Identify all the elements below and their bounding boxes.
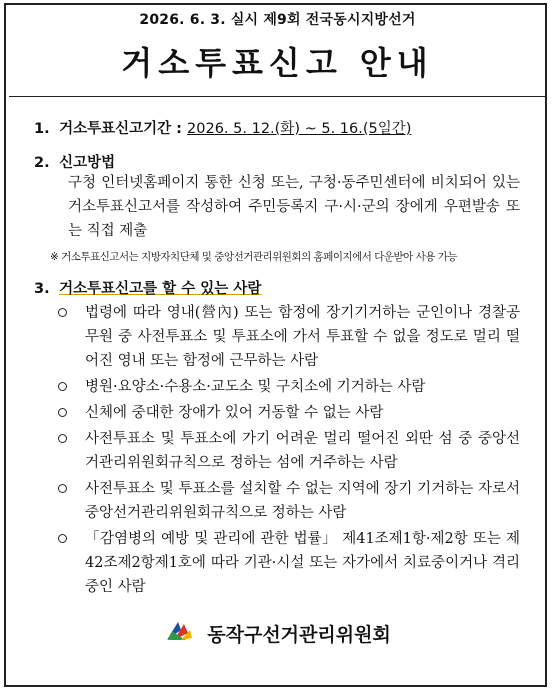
list-item	[58, 527, 520, 599]
circle-bullet-icon	[58, 484, 67, 493]
election-line: 2026. 6. 3. 실시 제9회 전국동시지방선거	[139, 12, 416, 28]
section-method	[34, 151, 115, 172]
list-item	[58, 427, 520, 475]
section-period	[34, 117, 411, 138]
circle-bullet-icon	[58, 534, 67, 543]
list-item-text: 병원·요양소·수용소·교도소 및 구치소에 기거하는 사람	[85, 379, 426, 395]
circle-bullet-icon	[58, 382, 67, 391]
list-item	[58, 301, 520, 373]
circle-bullet-icon	[58, 408, 67, 417]
method-label: 신고방법	[59, 155, 116, 171]
list-item-text: 법령에 따라 영내(營內) 또는 함정에 장기기거하는 군인이나 경찰공무원 중 사전투표소 및 투표소에 가서 투표할 수 없을 정도로 멀리 떨어진 영내 또는 함정에 근무하는 사람	[85, 305, 520, 369]
footer	[0, 618, 555, 648]
eligible-label: 거소투표신고를 할 수 있는 사람	[59, 281, 262, 297]
eligible-list	[58, 301, 520, 601]
period-label: 거소투표신고기간 :	[59, 121, 182, 137]
section-number: 2.	[34, 155, 50, 171]
organization-name: 동작구선거관리위원회	[207, 623, 391, 646]
list-item	[58, 401, 520, 425]
page-title: 거소투표신고 안내	[121, 44, 434, 82]
method-body: 구청 인터넷홈페이지 통한 신청 또는, 구청·동주민센터에 비치되어 있는 거소투표신고서를 작성하여 주민등록지 구·시·군의 장에게 우편발송 또는 직접 제출	[68, 175, 520, 239]
list-item-text: 신체에 중대한 장애가 있어 거동할 수 없는 사람	[85, 405, 384, 421]
list-item-text: 사전투표소 및 투표소에 가기 어려운 멀리 떨어진 외딴 섬 중 중앙선거관리위원회규칙으로 정하는 섬에 거주하는 사람	[85, 431, 520, 471]
section-eligible	[34, 277, 261, 298]
list-item	[58, 375, 520, 399]
period-value: 2026. 5. 12.(화) ~ 5. 16.(5일간)	[187, 121, 412, 137]
title-divider	[9, 96, 546, 97]
circle-bullet-icon	[58, 308, 67, 317]
election-commission-logo-icon	[164, 618, 194, 648]
list-item	[58, 477, 520, 525]
list-item-text: 사전투표소 및 투표소를 설치할 수 없는 지역에 장기 기거하는 자로서 중앙선거관리위원회규칙으로 정하는 사람	[85, 481, 520, 521]
section-number: 1.	[34, 121, 50, 137]
download-note: ※ 거소투표신고서는 지방자치단체 및 중앙선거관리위원회의 홈페이지에서 다운받아 사용 가능	[50, 251, 458, 263]
circle-bullet-icon	[58, 434, 67, 443]
section-number: 3.	[34, 281, 50, 297]
list-item-text: 「감염병의 예방 및 관리에 관한 법률」 제41조제1항·제2항 또는 제42조제2항제1호에 따라 기관·시설 또는 자가에서 치료중이거나 격리중인 사람	[85, 531, 520, 595]
